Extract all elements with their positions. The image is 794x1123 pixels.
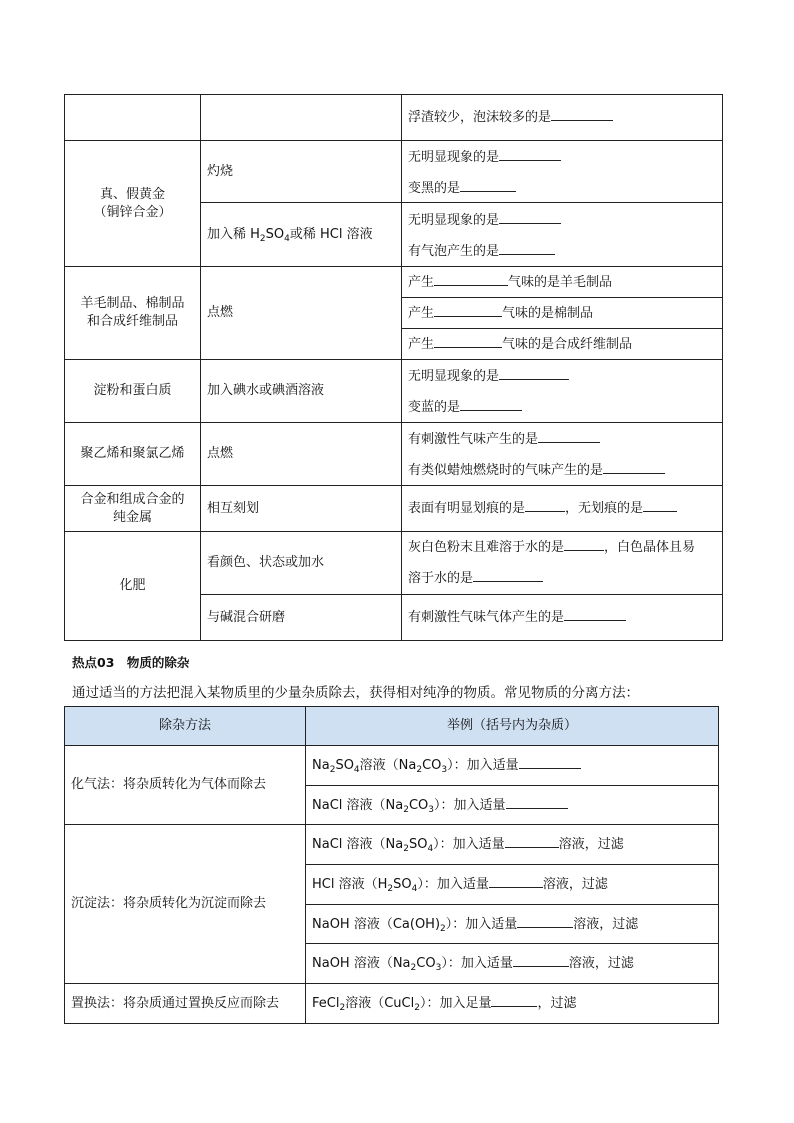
result-cell: 无明显现象的是 有气泡产生的是 [402, 203, 723, 267]
example-cell: NaCl 溶液$(Na_2CO_3)$：加入适量 [306, 786, 719, 825]
method-scratch: 相互刻划 [201, 486, 402, 532]
method-grind: 与碱混合研磨 [201, 595, 402, 641]
result-cell: 无明显现象的是 变蓝的是 [402, 360, 723, 423]
method-iodine: 加入碘水或碘酒溶液 [201, 360, 402, 423]
item-starch: 淀粉和蛋白质 [65, 360, 201, 423]
fill-blank [513, 954, 569, 967]
method-replace: 置换法：将杂质通过置换反应而除去 [65, 984, 306, 1024]
fill-blank [564, 538, 604, 551]
method-precipitate: 沉淀法：将杂质转化为沉淀而除去 [65, 825, 306, 984]
header-example: 举例（括号内为杂质） [306, 707, 719, 746]
result-cell: 表面有明显划痕的是 ，无划痕的是 [402, 486, 723, 532]
fill-blank [460, 179, 516, 192]
result-cell: 无明显现象的是 变黑的是 [402, 141, 723, 203]
result-cell: 有刺激性气味产生的是 有类似蜡烛燃烧时的气味产生的是 [402, 423, 723, 486]
example-cell: NaOH 溶液$(Ca(OH)_2)$：加入适量 溶液，过滤 [306, 905, 719, 944]
fill-blank [506, 796, 568, 809]
method-ignite: 点燃 [201, 423, 402, 486]
fill-blank [603, 461, 665, 474]
item-plastic: 聚乙烯和聚氯乙烯 [65, 423, 201, 486]
fill-blank [499, 242, 555, 255]
fill-blank [551, 108, 613, 121]
example-cell: $Na_2SO_4$溶液$(Na_2CO_3)$：加入适量 [306, 746, 719, 786]
fill-blank [505, 835, 559, 848]
section-heading: 热点03 物质的除杂 [72, 655, 190, 670]
fill-blank [434, 273, 508, 286]
fill-blank [517, 915, 573, 928]
identification-table [64, 94, 723, 641]
header-method: 除杂方法 [65, 707, 306, 746]
item-gold: 真、假黄金 （铜锌合金） [65, 141, 201, 267]
example-cell: NaOH 溶液$(Na_2CO_3)$：加入适量 溶液，过滤 [306, 944, 719, 984]
fill-blank [489, 875, 543, 888]
fill-blank [460, 398, 522, 411]
method-acid: 加入稀 $H_2SO_4$或稀 HCl 溶液 [201, 203, 402, 267]
section-intro: 通过适当的方法把混入某物质里的少量杂质除去，获得相对纯净的物质。常见物质的分离方法： [72, 685, 639, 701]
fill-blank [643, 499, 677, 512]
item-fiber: 羊毛制品、棉制品 和合成纤维制品 [65, 267, 201, 360]
fill-blank [499, 367, 569, 380]
result-cell: 灰白色粉末且难溶于水的是 ，白色晶体且易 溶于水的是 [402, 532, 723, 595]
impurity-removal-table [64, 706, 719, 1024]
fill-blank [473, 569, 543, 582]
fill-blank [564, 608, 626, 621]
method-cell [201, 95, 402, 141]
fill-blank [434, 335, 502, 348]
result-cell: 产生 气味的是羊毛制品 [402, 267, 723, 298]
item-cell [65, 95, 201, 141]
example-cell: HCl 溶液$(H_2SO_4)$：加入适量 溶液，过滤 [306, 865, 719, 905]
item-fertilizer: 化肥 [65, 532, 201, 641]
fill-blank [519, 756, 581, 769]
fill-blank [434, 304, 502, 317]
result-cell: 浮渣较少，泡沫较多的是 [402, 95, 723, 141]
method-ignite: 点燃 [201, 267, 402, 360]
method-gas: 化气法：将杂质转化为气体而除去 [65, 746, 306, 825]
result-cell: 有刺激性气味气体产生的是 [402, 595, 723, 641]
fill-blank [525, 499, 565, 512]
fill-blank [538, 430, 600, 443]
fill-blank [491, 994, 537, 1007]
result-cell: 产生 气味的是棉制品 [402, 298, 723, 329]
item-alloy: 合金和组成合金的 纯金属 [65, 486, 201, 532]
fill-blank [499, 148, 561, 161]
example-cell: NaCl 溶液$(Na_2SO_4)$：加入适量 溶液，过滤 [306, 825, 719, 865]
method-burn: 灼烧 [201, 141, 402, 203]
example-cell: FeCl$_2$溶液（CuCl$_2$）：加入足量 ，过滤 [306, 984, 719, 1024]
fill-blank [499, 211, 561, 224]
result-cell: 产生 气味的是合成纤维制品 [402, 329, 723, 360]
method-look: 看颜色、状态或加水 [201, 532, 402, 595]
